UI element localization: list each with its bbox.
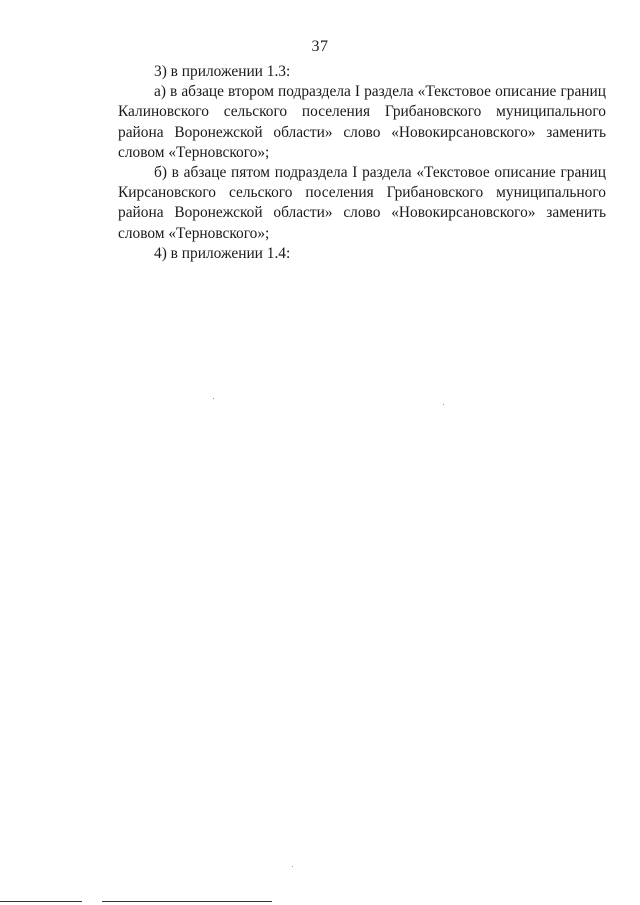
footer-rule-right [102,901,272,902]
paragraph-appendix-1-4: 4) в приложении 1.4: [154,244,291,262]
paragraph-appendix-1-3: 3) в приложении 1.3: [154,63,291,80]
scan-speck [213,398,214,399]
scan-speck [292,866,293,867]
page-number: 37 [311,38,329,55]
paragraph-item-a: а) в абзаце втором подраздела I раздела «Текстовое описание границ Калиновского сельского поселения Грибановского муниципального района Воронежской области» слово «Новокирсановского» заменить словом «Терновского»; [118,83,606,161]
document-body [118,62,606,264]
scan-speck [443,404,444,405]
footer-rule-left [0,901,82,902]
paragraph-item-b: б) в абзаце пятом подраздела I раздела «Текстовое описание границ Кирсановского сельского поселения Грибановского муниципального района Воронежской области» слово «Новокирсановского» заменить словом «Терновского»; [118,164,606,242]
